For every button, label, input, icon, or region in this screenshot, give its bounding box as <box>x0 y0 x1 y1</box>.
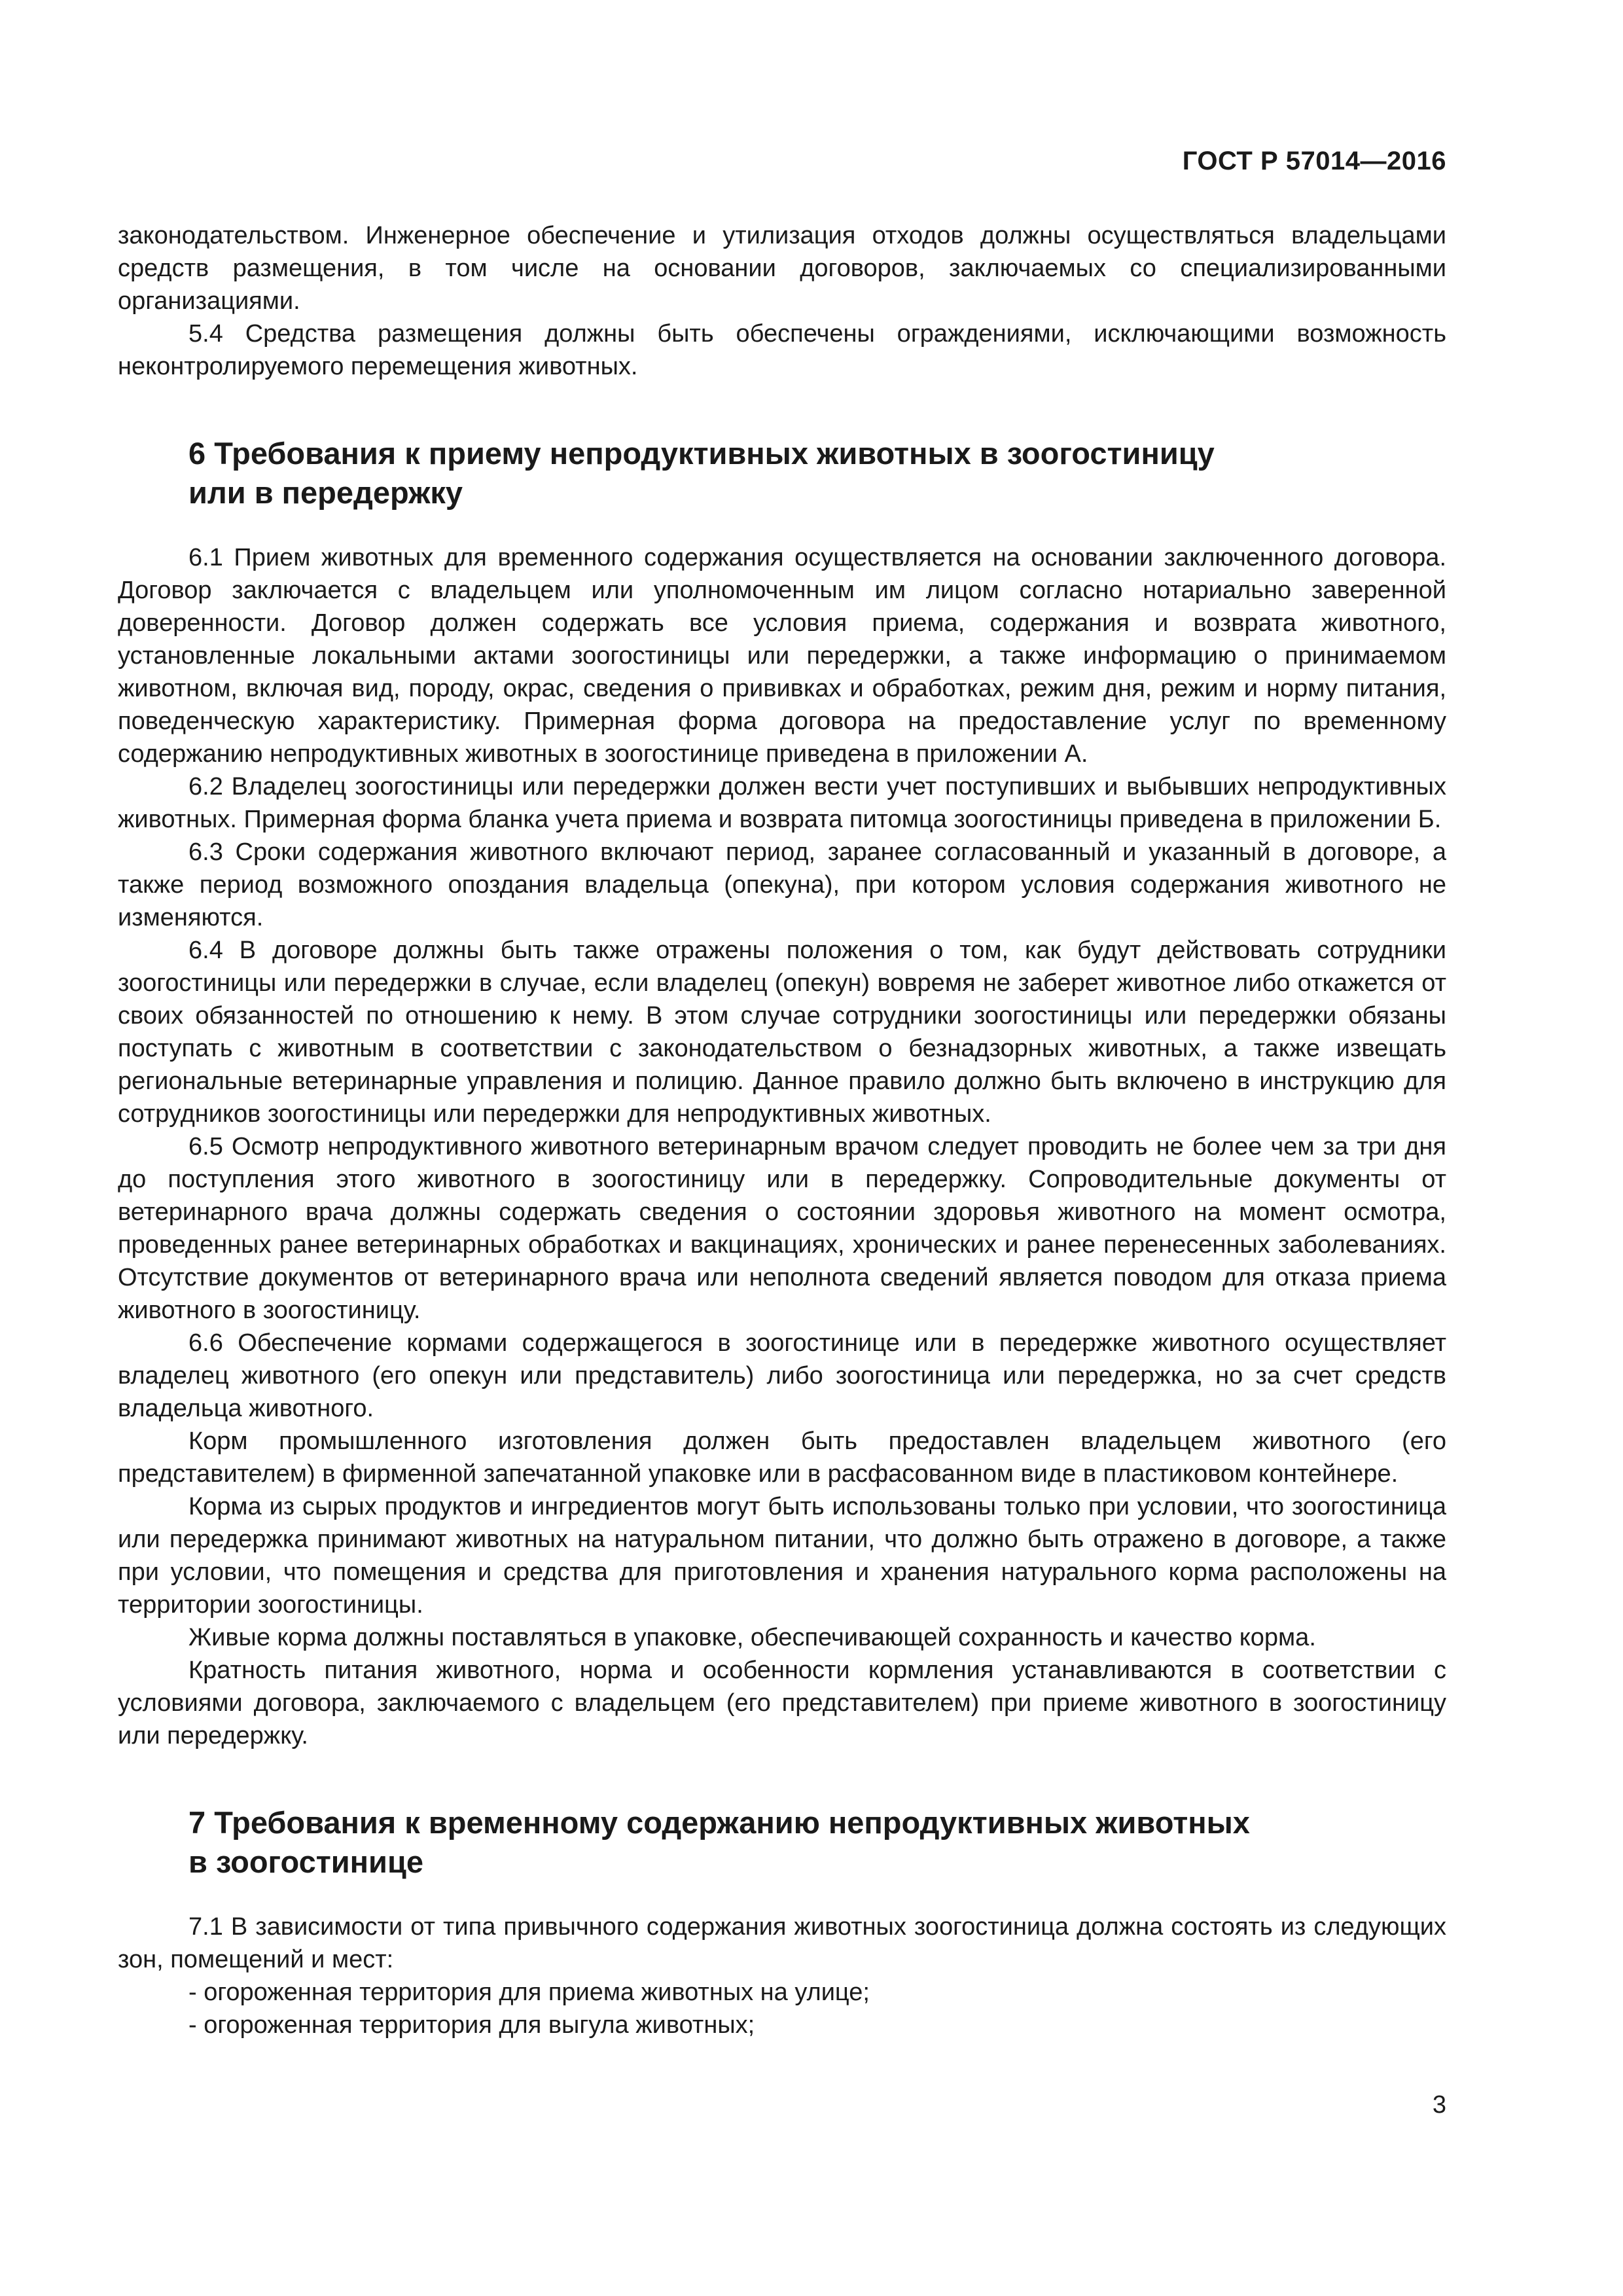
paragraph-6-2: 6.2 Владелец зоогостиницы или передержки должен вести учет поступивших и выбывших непродуктивных животных. Примерная форма бланка учета приема и возврата питомца зоогостиницы приведена в приложении Б. <box>118 773 1446 833</box>
page-content <box>118 219 1446 2041</box>
page-number: 3 <box>1432 2091 1446 2119</box>
paragraph-feed-live: Живые корма должны поставляться в упаковке, обеспечивающей сохранность и качество корма. <box>188 1624 1316 1651</box>
paragraph-7-1: 7.1 В зависимости от типа привычного содержания животных зоогостиница должна состоять из следующих зон, помещений и мест: <box>118 1913 1446 1973</box>
paragraph-6-1: 6.1 Прием животных для временного содержания осуществляется на основании заключенного договора. Договор заключается с владельцем или уполномоченным им лицом согласно нотариально заверенной доверенности. Договор должен содержать все условия приема, содержания и возврата животного, установленные локальными актами зоогостиницы или передержки, а также информацию о принимаемом животном, включая вид, породу, окрас, сведения о прививках и обработках, режим дня, режим и норму питания, поведенческую характеристику. Примерная форма договора на предоставление услуг по временному содержанию непродуктивных животных в зоогостинице приведена в приложении А. <box>118 544 1446 768</box>
paragraph-6-5: 6.5 Осмотр непродуктивного животного ветеринарным врачом следует проводить не более чем за три дня до поступления этого животного в зоогостиницу или в передержку. Сопроводительные документы от ветеринарного врача должны содержать сведения о состоянии здоровья животного на момент осмотра, проведенных ранее ветеринарных обработках и вакцинациях, хронических и ранее перенесенных заболеваниях. Отсутствие документов от ветеринарного врача или неполнота сведений является поводом для отказа приема животного в зоогостиницу. <box>118 1133 1446 1324</box>
section-7-heading <box>118 1803 1446 1882</box>
paragraph-feed-industrial: Корм промышленного изготовления должен быть предоставлен владельцем животного (его представителем) в фирменной запечатанной упаковке или в расфасованном виде в пластиковом контейнере. <box>118 1427 1446 1488</box>
section-6-title-line2: или в передержку <box>188 475 463 510</box>
paragraph-6-4: 6.4 В договоре должны быть также отражены положения о том, как будут действовать сотрудники зоогостиницы или передержки в случае, если владелец (опекун) вовремя не заберет животное либо откажется от своих обязанностей по отношению к нему. В этом случае сотрудники зоогостиницы или передержки обязаны поступать с животным в соответствии с законодательством о безнадзорных животных, а также извещать региональные ветеринарные управления и полицию. Данное правило должно быть включено в инструкцию для сотрудников зоогостиницы или передержки для непродуктивных животных. <box>118 937 1446 1128</box>
paragraph-6-6: 6.6 Обеспечение кормами содержащегося в зоогостинице или в передержке животного осуществляет владелец животного (его опекун или представитель) либо зоогостиница или передержка, но за счет средств владельца животного. <box>118 1329 1446 1422</box>
paragraph-feed-raw: Корма из сырых продуктов и ингредиентов могут быть использованы только при условии, что зоогостиница или передержка принимают животных на натуральном питании, что должно быть отражено в договоре, а также при условии, что помещения и средства для приготовления и хранения натурального корма расположены на территории зоогостиницы. <box>118 1493 1446 1619</box>
standard-header: ГОСТ Р 57014—2016 <box>1182 147 1446 175</box>
section-6-heading <box>118 434 1446 512</box>
section-7-title-line2: в зоогостинице <box>188 1844 423 1879</box>
section-6-title-line1: 6 Требования к приему непродуктивных животных в зоогостиницу <box>188 436 1215 471</box>
paragraph-5-4: 5.4 Средства размещения должны быть обеспечены ограждениями, исключающими возможность неконтролируемого перемещения животных. <box>118 320 1446 380</box>
list-item: - огороженная территория для выгула животных; <box>188 2011 755 2039</box>
paragraph-intro-continuation: законодательством. Инженерное обеспечение и утилизация отходов должны осуществляться владельцами средств размещения, в том числе на основании договоров, заключаемых со специализированными организациями. <box>118 222 1446 315</box>
paragraph-6-3: 6.3 Сроки содержания животного включают период, заранее согласованный и указанный в договоре, а также период возможного опоздания владельца (опекуна), при котором условия содержания животного не изменяются. <box>118 838 1446 931</box>
list-item: - огороженная территория для приема животных на улице; <box>188 1979 870 2006</box>
paragraph-feed-frequency: Кратность питания животного, норма и особенности кормления устанавливаются в соответствии с условиями договора, заключаемого с владельцем (его представителем) при приеме животного в зоогостиницу или передержку. <box>118 1657 1446 1749</box>
section-7-title-line1: 7 Требования к временному содержанию непродуктивных животных <box>188 1805 1250 1840</box>
